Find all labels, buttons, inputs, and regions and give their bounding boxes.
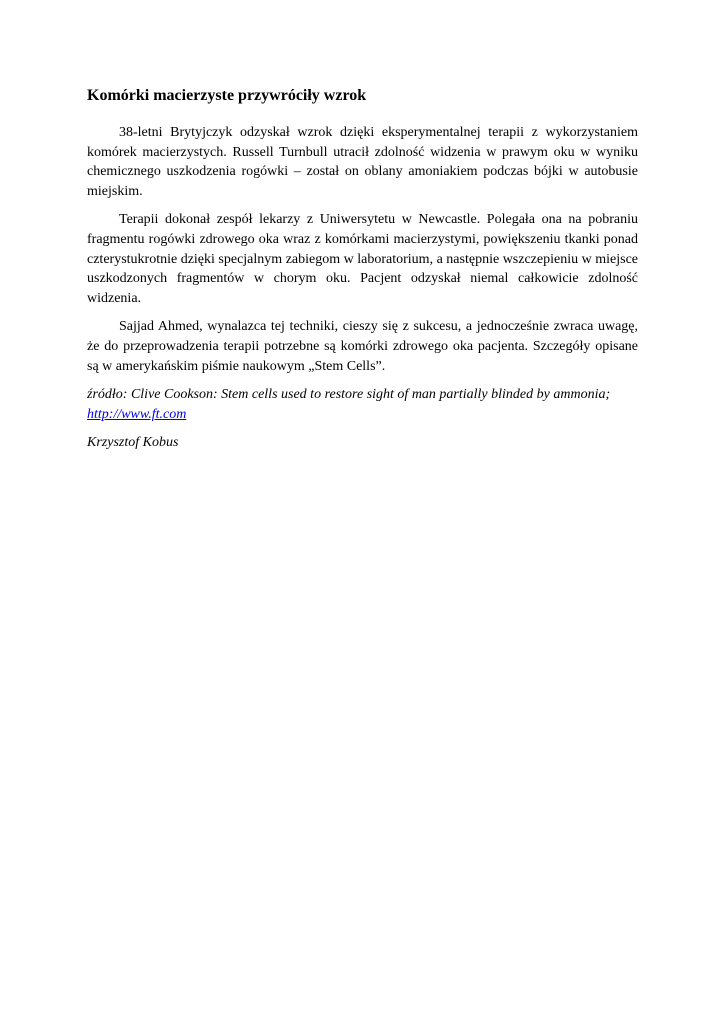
article-title: Komórki macierzyste przywróciły wzrok	[87, 87, 367, 104]
source-citation	[87, 385, 638, 424]
article	[87, 86, 638, 453]
source-link[interactable]: http://www.ft.com	[87, 406, 187, 422]
source-text: źródło: Clive Cookson: Stem cells used to restore sight of man partially blinded by ammonia;	[87, 387, 611, 403]
author-name: Krzysztof Kobus	[87, 435, 179, 451]
article-paragraph: Terapii dokonał zespół lekarzy z Uniwersytetu w Newcastle. Polegała ona na pobraniu fragmentu rogówki zdrowego oka wraz z komórkami macierzystymi, powiększeniu tkanki ponad czterystukrotnie dzięki specjalnym zabiegom w laboratorium, a następnie wszczepieniu w miejsce uszkodzonych fragmentów w chorym oku. Pacjent odzyskał niemal całkowicie zdolność widzenia.	[87, 212, 638, 306]
article-paragraph: 38-letni Brytyjczyk odzyskał wzrok dzięki eksperymentalnej terapii z wykorzystaniem komórek macierzystych. Russell Turnbull utracił zdolność widzenia w prawym oku w wyniku chemicznego uszkodzenia rogówki – został on oblany amoniakiem podczas bójki w autobusie miejskim.	[87, 125, 638, 199]
article-paragraph: Sajjad Ahmed, wynalazca tej techniki, cieszy się z sukcesu, a jednocześnie zwraca uwagę, że do przeprowadzenia terapii potrzebne są komórki zdrowego oka pacjenta. Szczegóły opisane są w amerykańskim piśmie naukowym „Stem Cells”.	[87, 319, 638, 374]
